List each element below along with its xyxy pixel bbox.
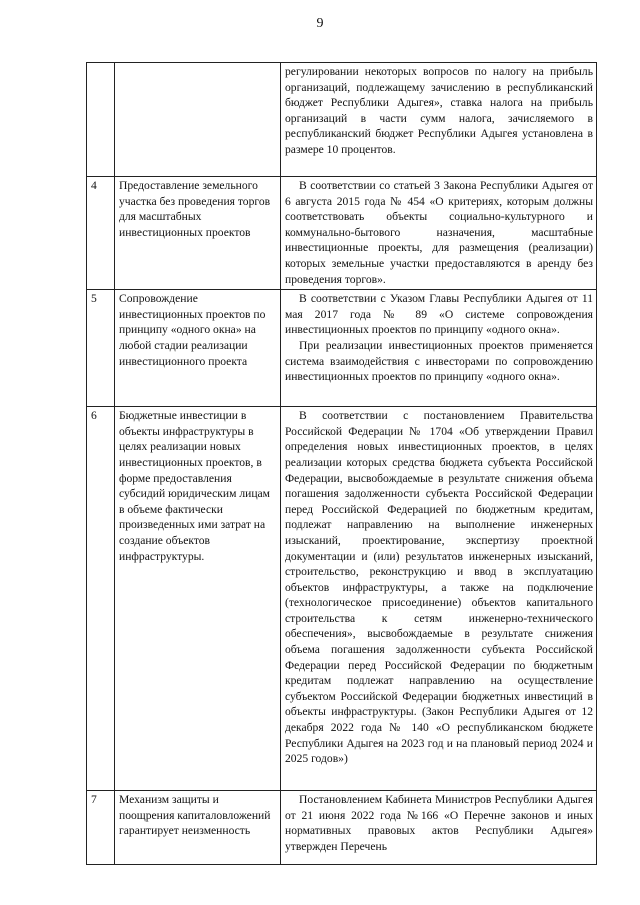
row-number: 6 — [87, 407, 115, 791]
row-number: 7 — [87, 791, 115, 865]
table-row — [87, 63, 597, 177]
row-number: 5 — [87, 290, 115, 407]
description-paragraph: В соответствии с Указом Главы Республики Адыгея от 11 мая 2017 года № 89 «О системе сопровождения инвестиционных проектов по принципу «одного окна». — [285, 292, 593, 337]
measure-description — [281, 63, 597, 177]
measure-description — [281, 177, 597, 290]
measure-name — [115, 791, 281, 865]
description-paragraph: В соответствии с постановлением Правительства Российской Федерации № 1704 «Об утверждении Правил определения новых инвестиционных проектов, в целях реализации которых средства бюджета субъекта Российской Федерации, высвобождаемые в результате снижения объема погашения задолженности субъекта Российской Федерации перед Российской Федерацией по бюджетным кредитам, подлежат направлению на выполнение инженерных изысканий, проектирование, экспертизу проектной документации и (или) результатов инженерных изысканий, строительство, реконструкцию и ввод в эксплуатацию объектов инфраструктуры, а также на подключение (технологическое присоединение) объектов капитального строительства к сетям инженерно-технического обеспечения», высвобождаемые в результате снижения объема погашения задолженности субъекта Российской Федерации перед Российской Федерации по бюджетным кредитам подлежат направлению на осуществление субъектом Российской Федерации бюджетных инвестиций в объекты инфраструктуры. (Закон Республики Адыгея от 12 декабря 2022 года № 140 «О республиканском бюджете Республики Адыгея на 2023 год и на плановый период 2024 и 2025 годов») — [285, 409, 593, 766]
measure-description — [281, 407, 597, 791]
table-row — [87, 791, 597, 865]
measure-name — [115, 63, 281, 177]
table-row — [87, 290, 597, 407]
measure-description — [281, 791, 597, 865]
description-paragraph: При реализации инвестиционных проектов применяется система взаимодействия с инвесторами по сопровождению инвестиционных проектов по принципу «одного окна». — [285, 338, 593, 384]
description-paragraph: регулировании некоторых вопросов по налогу на прибыль организаций, подлежащему зачислению в республиканский бюджет Республики Адыгея», ставка налога на прибыль организаций в части сумм налога, зачисляемого в республиканский бюджет Республики Адыгея установлена в размере 10 процентов. — [285, 65, 593, 156]
measure-name: Бюджетные инвестиции в объекты инфраструктуры в целях реализации новых инвестиционных проектов, в форме предоставления субсидий юридическим лицам в объеме фактически произведенных ими затрат на создание объектов инфраструктуры. — [115, 407, 281, 791]
measure-description — [281, 290, 597, 407]
measure-name: Предоставление земельного участка без проведения торгов для масштабных инвестиционных проектов — [115, 177, 281, 290]
row-number: 4 — [87, 177, 115, 290]
page-number: 9 — [316, 16, 324, 31]
measure-name: Сопровождение инвестиционных проектов по принципу «одного окна» на любой стадии реализации инвестиционного проекта — [115, 290, 281, 407]
measure-name-text: Механизм защиты и поощрения капиталовложений гарантирует неизменность — [119, 793, 271, 838]
row-number — [87, 63, 115, 177]
table-row — [87, 177, 597, 290]
table-row — [87, 407, 597, 791]
measures-table — [86, 62, 597, 865]
description-paragraph: В соответствии со статьей 3 Закона Республики Адыгея от 6 августа 2015 года № 454 «О критериях, которым должны соответствовать объекты социально-культурного и коммунально-бытового назначения, масштабные инвестиционные проекты, для размещения (реализации) которых земельные участки предоставляются в аренду без проведения торгов». — [285, 179, 593, 286]
description-paragraph: Постановлением Кабинета Министров Республики Адыгея от 21 июня 2022 года №166 «О Перечне законов и иных нормативных правовых актов Республики Адыгея» утвержден Перечень — [285, 793, 593, 853]
